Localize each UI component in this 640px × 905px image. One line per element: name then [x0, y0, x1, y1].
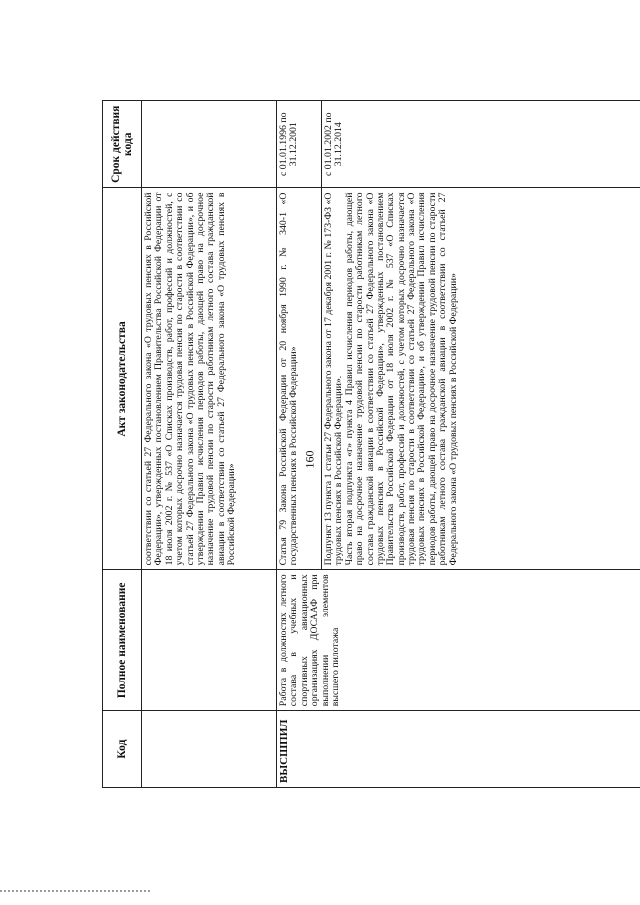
- header-full-name: Полное наименование: [103, 570, 142, 711]
- cell-act: [142, 188, 277, 570]
- table-row: [277, 101, 322, 788]
- table-row: [142, 101, 277, 788]
- act-paragraph: Статья 79 Закона Российской Федерации от 20 ноября 1990 г. № 340-1 «О государственных пенсиях в Российской Федерации»: [278, 192, 300, 566]
- cell-term: [142, 101, 277, 189]
- rotated-table-page: [102, 100, 640, 788]
- page-number: 160: [302, 450, 317, 469]
- cell-act: [322, 188, 640, 570]
- cell-code: ВЫСШПИЛ: [277, 711, 640, 788]
- table-header-row: [103, 101, 142, 788]
- header-code: Код: [103, 711, 142, 788]
- cell-term: с 01.01.2002 по 31.12.2014: [322, 101, 640, 189]
- header-term: Срок действия кода: [103, 101, 142, 189]
- cell-code: [142, 711, 277, 788]
- act-paragraph: Часть вторая подпункта «г» пункта 4 Правил исчисления периодов работы, дающей право на досрочное назначение трудовой пенсии по старости работникам летного состава гражданской авиации в соответствии со статьей 27 Федерального закона «О трудовых пенсиях в Российской Федерации», утвержденных постановлением Правительства Российской Федерации от 18 июля 2002 г. № 537 «О Списках производств, работ, профессий и должностей, с учетом которых досрочно назначается трудовая пенсия по старости в соответствии со статьей 27 Федерального закона «О трудовых пенсиях в Российской Федерации», и об утверждении Правил исчисления периодов работы, дающей право на досрочное назначение трудовой пенсии по старости работникам летного состава гражданской авиации в соответствии со статьей 27 Федерального закона «О трудовых пенсиях в Российской Федерации»: [343, 192, 459, 566]
- cell-term: с 01.01.1996 по 31.12.2001: [277, 101, 322, 189]
- header-act: Акт законодательства: [103, 188, 142, 570]
- cell-full-name: Работа в должностях летного состава в учебных и спортивных авиационных организациях ДОСААФ при выполнении элементов высшего пилотажа: [277, 570, 640, 711]
- legislation-codes-table: [102, 100, 640, 788]
- cell-act: [277, 188, 322, 570]
- cell-full-name: [142, 570, 277, 711]
- act-paragraph: соответствии со статьей 27 Федерального закона «О трудовых пенсиях в Российской Федерации», утвержденных постановлением Правительства Российской Федерации от 18 июля 2002 г. № 537 «О Списках производств, работ, профессий и должностей, с учетом которых досрочно назначается трудовая пенсия по старости в соответствии со статьей 27 Федерального закона «О трудовых пенсиях в Российской Федерации», и об утверждении Правил исчисления периодов работы, дающей право на досрочное назначение трудовой пенсии по старости работникам летного состава гражданской авиации в соответствии со статьей 27 Федерального закона «О трудовых пенсиях в Российской Федерации»: [143, 192, 237, 566]
- act-paragraph: Подпункт 13 пункта 1 статьи 27 Федерального закона от 17 декабря 2001 г. № 173-ФЗ «О трудовых пенсиях в Российской Федерации».: [323, 192, 345, 566]
- scan-artifact-line: [0, 890, 150, 896]
